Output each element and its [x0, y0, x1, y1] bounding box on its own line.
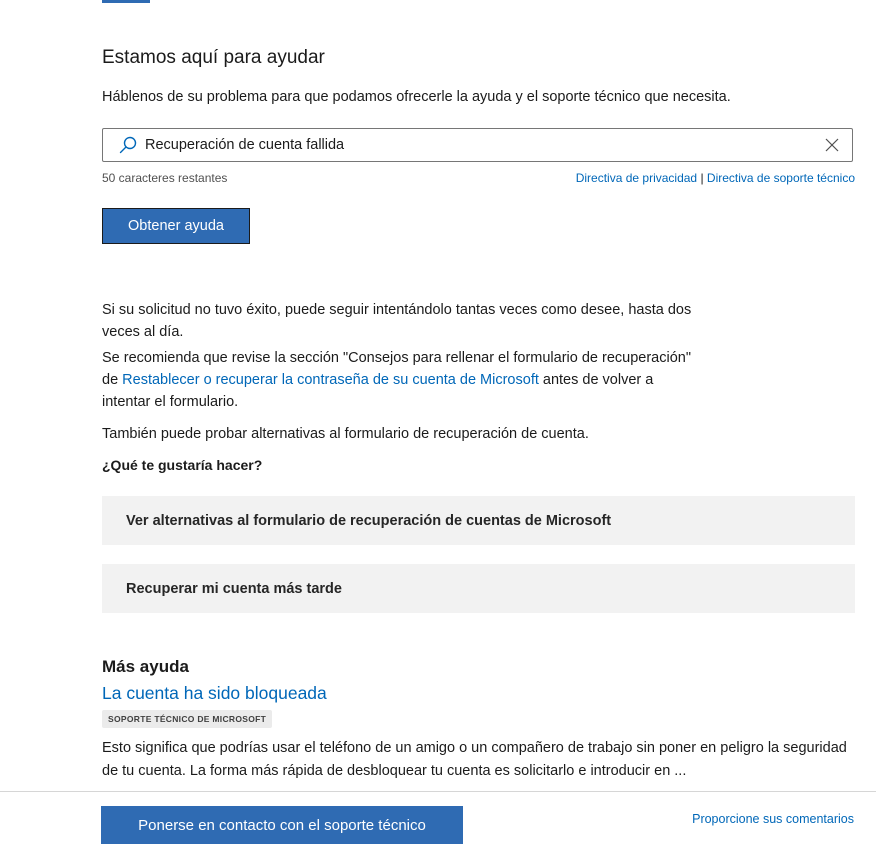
page-subtitle: Háblenos de su problema para que podamos ofrecerle la ayuda y el soporte técnico que necesita.: [102, 89, 731, 105]
footer-bar: [0, 791, 876, 851]
close-icon[interactable]: [824, 137, 840, 153]
retry-info-text: Si su solicitud no tuvo éxito, puede seguir intentándolo tantas veces como desee, hasta dos veces al día.: [102, 302, 692, 340]
search-box: [102, 128, 853, 162]
recommendation-text: [102, 347, 702, 413]
alternatives-info-text: También puede probar alternativas al formulario de recuperación de cuenta.: [102, 426, 589, 442]
feedback-link[interactable]: Proporcione sus comentarios: [692, 812, 854, 826]
search-meta-row: [102, 171, 855, 185]
get-help-button[interactable]: Obtener ayuda: [102, 208, 250, 244]
reset-password-article-link[interactable]: Restablecer o recuperar la contraseña de su cuenta de Microsoft: [122, 372, 539, 388]
action-question: ¿Qué te gustaría hacer?: [102, 457, 263, 473]
active-tab-indicator: [102, 0, 150, 3]
page-title: Estamos aquí para ayudar: [102, 47, 325, 68]
recover-later-option[interactable]: Recuperar mi cuenta más tarde: [102, 564, 855, 613]
search-icon: [119, 136, 137, 154]
link-separator: |: [700, 171, 704, 185]
support-policy-link[interactable]: Directiva de soporte técnico: [706, 171, 855, 185]
more-help-heading: Más ayuda: [102, 657, 189, 676]
article-snippet: Esto significa que podrías usar el teléfono de un amigo o un compañero de trabajo sin poner en peligro la seguridad de tu cuenta. La forma más rápida de desbloquear tu cuenta es solicitarlo e introducir en ...: [102, 740, 847, 779]
privacy-policy-link[interactable]: Directiva de privacidad: [575, 171, 698, 185]
recommendation-text-end: antes de volver a intentar el formulario.: [102, 372, 654, 410]
characters-remaining: 50 caracteres restantes: [102, 171, 228, 185]
contact-support-button[interactable]: Ponerse en contacto con el soporte técnico: [101, 806, 463, 844]
recommendation-text-start: Se recomienda que revise la sección "Consejos para rellenar el formulario de recuperación" de: [102, 350, 691, 388]
search-input[interactable]: [145, 129, 824, 161]
source-badge: SOPORTE TÉCNICO DE MICROSOFT: [102, 710, 272, 728]
article-title-link[interactable]: La cuenta ha sido bloqueada: [102, 683, 327, 703]
policy-links: [576, 171, 855, 185]
view-alternatives-option[interactable]: Ver alternativas al formulario de recuperación de cuentas de Microsoft: [102, 496, 855, 545]
